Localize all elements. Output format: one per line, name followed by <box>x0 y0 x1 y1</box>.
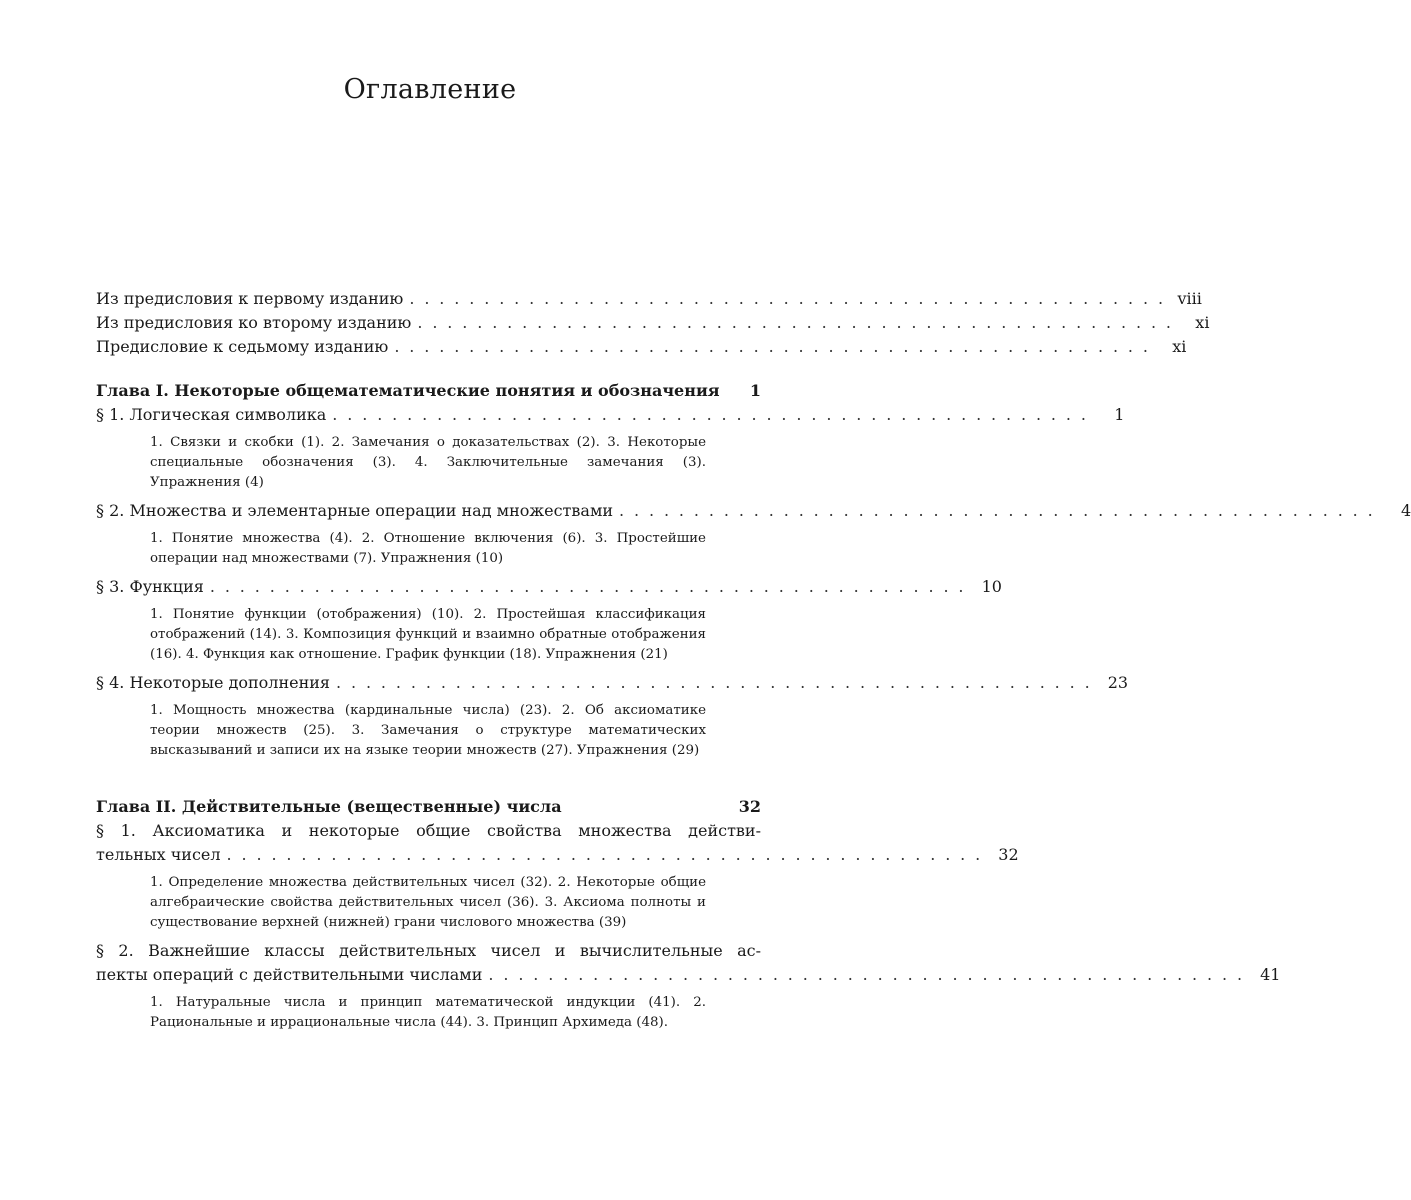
section-title: § 2. Множества и элементарные операции над множествами <box>96 501 614 520</box>
toc-chapter-1[interactable] <box>96 379 761 403</box>
section-page: 41 <box>1260 965 1281 984</box>
section-contents: 1. Понятие функции (отображения) (10). 2. Простейшая классификация отображений (14). 3. Композиция функций и взаимно обратные отображения (16). 4. Функция как отношение. График функции (18). Упражнения (21) <box>150 607 706 662</box>
chapter-page: 32 <box>738 797 761 816</box>
section-page: 10 <box>981 577 1002 596</box>
toc-entry-page: xi <box>1195 313 1210 332</box>
chapter-title: Глава II. Действительные (вещественные) числа <box>96 797 562 816</box>
toc-entry-page: xi <box>1172 337 1187 356</box>
leader-dots: . . . . . . . . . . . . . . . . . . . . . . . . . . . . . . . . . . . . . . . . . . . . . . . . . . . <box>394 337 1151 356</box>
section-page: 1 <box>1114 405 1125 424</box>
section-title-line-2-row <box>96 963 1281 987</box>
toc-section-1-3[interactable] <box>96 575 1002 599</box>
toc-section-2-1[interactable] <box>96 819 1019 867</box>
chapter-title: Глава I. Некоторые общематематические понятия и обозначения <box>96 381 720 400</box>
toc-entry-label: Предисловие к седьмому изданию <box>96 337 389 356</box>
toc-chapter-2[interactable] <box>96 795 761 819</box>
toc-section-1-4[interactable] <box>96 671 1129 695</box>
leader-dots: . . . . . . . . . . . . . . . . . . . . . . . . . . . . . . . . . . . . . . . . . . . . . . . . . . . <box>409 289 1166 308</box>
page-title: Оглавление <box>343 74 517 105</box>
section-contents: 1. Определение множества действительных чисел (32). 2. Некоторые общие алгебраические свойства действительных чисел (36). 3. Аксиома полноты и существование верхней (нижней) грани числового множества (39) <box>150 875 706 930</box>
leader-dots: . . . . . . . . . . . . . . . . . . . . . . . . . . . . . . . . . . . . . . . . . . . . . . . . . . . <box>417 313 1174 332</box>
section-contents: 1. Мощность множества (кардинальные числа) (23). 2. Об аксиоматике теории множеств (25). 3. Замечания о структуре математических высказываний и записи их на языке теории множеств (27). Упражнения (29) <box>150 703 706 758</box>
toc-entry-label: Из предисловия к первому изданию <box>96 289 404 308</box>
toc-entry-label: Из предисловия ко второму изданию <box>96 313 412 332</box>
section-title: § 3. Функция <box>96 577 204 596</box>
chapter-page: 1 <box>749 381 761 400</box>
leader-dots: . . . . . . . . . . . . . . . . . . . . . . . . . . . . . . . . . . . . . . . . . . . . . . . . . . . <box>336 673 1093 692</box>
toc-entry-preface-first[interactable] <box>96 287 1202 311</box>
toc-entry-preface-seventh[interactable] <box>96 335 1187 359</box>
toc-entry-page: viii <box>1177 289 1202 308</box>
leader-dots: . . . . . . . . . . . . . . . . . . . . . . . . . . . . . . . . . . . . . . . . . . . . . . . . . . . <box>226 845 983 864</box>
section-title: § 1. Логическая символика <box>96 405 327 424</box>
section-contents: 1. Связки и скобки (1). 2. Замечания о доказательствах (2). 3. Некоторые специальные обозначения (3). 4. Заключительные замечания (3). Упражнения (4) <box>150 435 706 490</box>
leader-dots: . . . . . . . . . . . . . . . . . . . . . . . . . . . . . . . . . . . . . . . . . . . . . . . . . . . <box>488 965 1245 984</box>
toc-section-1-2[interactable] <box>96 499 1411 523</box>
section-title: § 4. Некоторые дополнения <box>96 673 331 692</box>
leader-dots: . . . . . . . . . . . . . . . . . . . . . . . . . . . . . . . . . . . . . . . . . . . . . . . . . . . <box>332 405 1089 424</box>
toc-section-1-1[interactable] <box>96 403 1125 427</box>
section-title-line-1: § 2. Важнейшие классы действительных чисел и вычислительные ас- <box>96 941 761 960</box>
section-contents: 1. Натуральные числа и принцип математической индукции (41). 2. Рациональные и иррациональные числа (44). 3. Принцип Архимеда (48). <box>150 995 706 1030</box>
toc-entry-preface-second[interactable] <box>96 311 1210 335</box>
section-page: 32 <box>998 845 1019 864</box>
leader-dots: . . . . . . . . . . . . . . . . . . . . . . . . . . . . . . . . . . . . . . . . . . . . . . . . . . . <box>209 577 966 596</box>
section-title-line-2: пекты операций с действительными числами <box>96 965 483 984</box>
section-title-line-1: § 1. Аксиоматика и некоторые общие свойства множества действи- <box>96 821 761 840</box>
section-contents: 1. Понятие множества (4). 2. Отношение включения (6). 3. Простейшие операции над множествами (7). Упражнения (10) <box>150 531 706 566</box>
section-page: 23 <box>1107 673 1129 692</box>
leader-dots: . . . . . . . . . . . . . . . . . . . . . . . . . . . . . . . . . . . . . . . . . . . . . . . . . . . <box>619 501 1376 520</box>
section-page: 4 <box>1400 501 1411 520</box>
table-of-contents <box>96 287 1411 1039</box>
section-title-line-2-row <box>96 843 1019 867</box>
section-title-line-2: тельных чисел <box>96 845 221 864</box>
toc-section-2-2[interactable] <box>96 939 1281 987</box>
